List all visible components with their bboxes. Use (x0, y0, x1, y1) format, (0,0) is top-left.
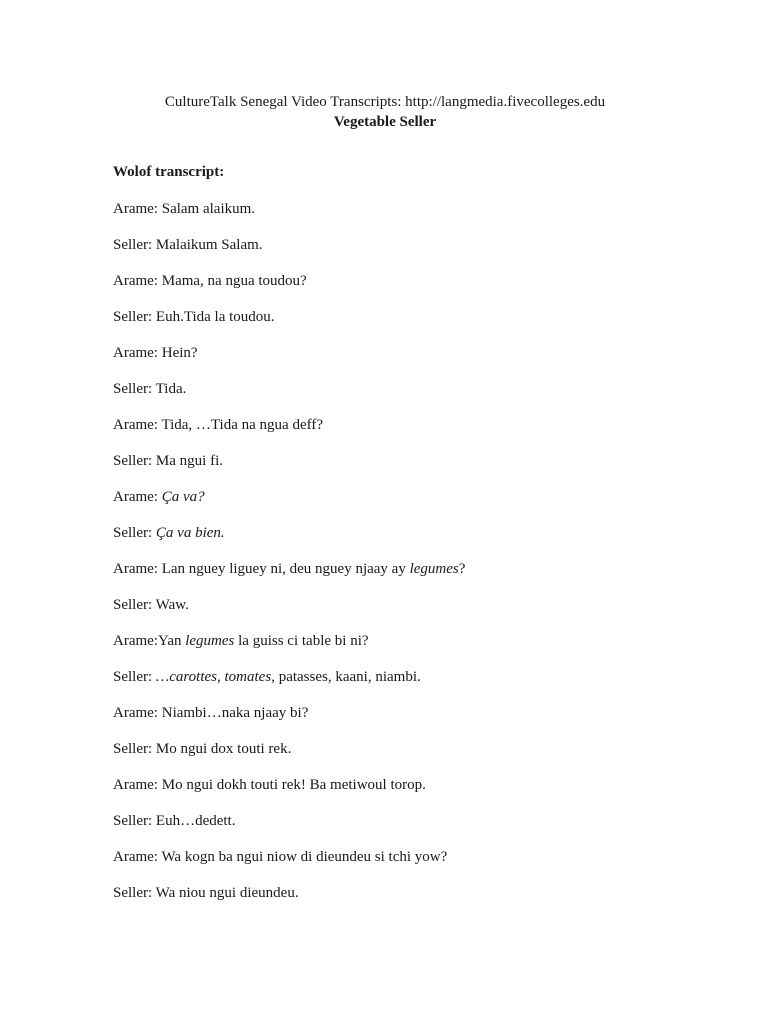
speaker-label: Seller: (113, 597, 153, 613)
utterance-text: Tida. (152, 381, 187, 397)
speaker-label: Seller: (113, 813, 153, 829)
document-header (0, 92, 770, 132)
transcript-line (113, 775, 713, 811)
utterance-text: Mama, na ngua toudou? (157, 273, 307, 289)
speaker-label: Arame: (113, 777, 158, 793)
speaker-label: Arame: (113, 273, 158, 289)
transcript-line (113, 415, 713, 451)
transcript-body (113, 199, 713, 919)
transcript-line (113, 235, 713, 271)
speaker-label: Seller: (113, 525, 153, 541)
transcript-line (113, 667, 713, 703)
speaker-label: Seller: (113, 669, 153, 685)
speaker-label: Arame: (113, 489, 158, 505)
transcript-line (113, 595, 713, 631)
transcript-line (113, 307, 713, 343)
utterance-text: Waw. (152, 597, 189, 613)
speaker-label: Arame: (113, 201, 158, 217)
utterance-text: Tida, …Tida na ngua deff? (157, 417, 323, 433)
speaker-label: Seller: (113, 309, 153, 325)
transcript-line (113, 199, 713, 235)
italic-text: legumes (185, 633, 235, 649)
transcript-line (113, 451, 713, 487)
transcript-line (113, 631, 713, 667)
utterance-text: Euh.Tida la toudou. (152, 309, 275, 325)
transcript-line (113, 811, 713, 847)
utterance-text: Lan nguey liguey ni, deu nguey njaay ay (157, 561, 410, 577)
utterance-text: Malaikum Salam. (152, 237, 263, 253)
transcript-line (113, 523, 713, 559)
speaker-label: Seller: (113, 381, 153, 397)
italic-text: Ça va bien. (155, 525, 225, 541)
speaker-label: Arame: (113, 345, 158, 361)
speaker-label: Arame: (113, 561, 158, 577)
section-title: Wolof transcript: (113, 164, 225, 180)
transcript-line (113, 343, 713, 379)
speaker-label: Arame: (113, 849, 158, 865)
speaker-label: Arame: (113, 633, 158, 649)
speaker-label: Arame: (113, 417, 158, 433)
utterance-text: Hein? (157, 345, 198, 361)
utterance-text: la guiss ci table bi ni? (234, 633, 369, 649)
transcript-line (113, 883, 713, 919)
transcript-line (113, 271, 713, 307)
utterance-text: ? (458, 561, 466, 577)
italic-text: Ça va? (161, 489, 205, 505)
transcript-line (113, 559, 713, 595)
utterance-text: Yan (157, 633, 186, 649)
source-line: CultureTalk Senegal Video Transcripts: http://langmedia.fivecolleges.edu (164, 94, 606, 110)
transcript-line (113, 739, 713, 775)
speaker-label: Seller: (113, 741, 153, 757)
transcript-line (113, 487, 713, 523)
document-title: Vegetable Seller (333, 114, 437, 130)
utterance-text: Wa kogn ba ngui niow di dieundeu si tchi yow? (157, 849, 448, 865)
utterance-text: Euh…dedett. (152, 813, 236, 829)
utterance-text: , patasses, kaani, niambi. (271, 669, 421, 685)
utterance-text: Niambi…naka njaay bi? (157, 705, 309, 721)
speaker-label: Seller: (113, 885, 153, 901)
italic-text: …carottes, tomates (155, 669, 272, 685)
speaker-label: Seller: (113, 237, 153, 253)
speaker-label: Seller: (113, 453, 153, 469)
transcript-line (113, 847, 713, 883)
speaker-label: Arame: (113, 705, 158, 721)
transcript-line (113, 703, 713, 739)
utterance-text: Wa niou ngui dieundeu. (152, 885, 299, 901)
utterance-text: Ma ngui fi. (152, 453, 223, 469)
italic-text: legumes (409, 561, 459, 577)
utterance-text: Mo ngui dokh touti rek! Ba metiwoul torop. (157, 777, 426, 793)
utterance-text: Salam alaikum. (157, 201, 256, 217)
utterance-text: Mo ngui dox touti rek. (152, 741, 292, 757)
transcript-line (113, 379, 713, 415)
